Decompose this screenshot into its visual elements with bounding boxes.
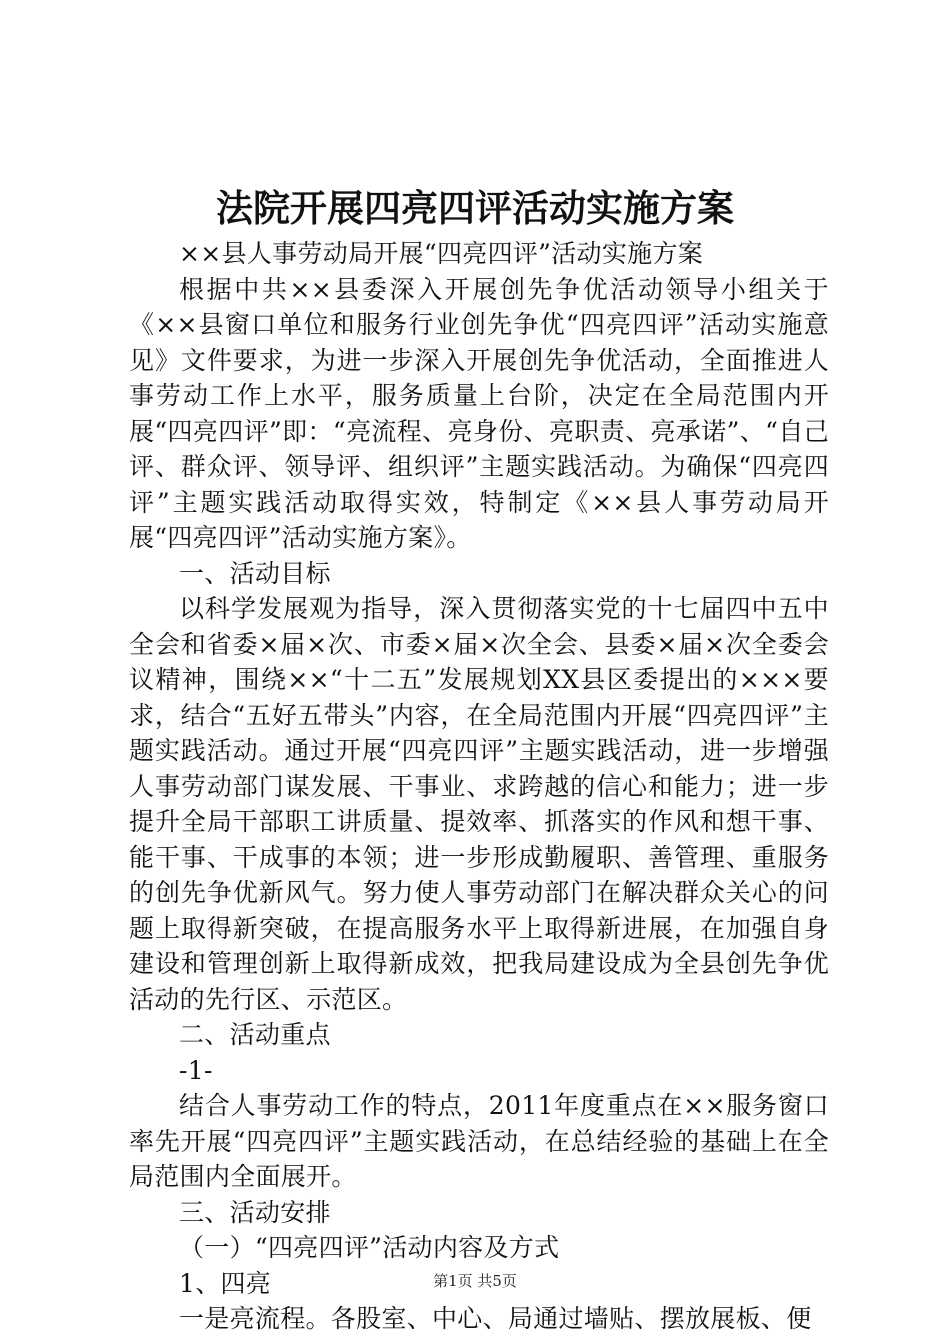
page-footer: 第1页 共5页 bbox=[433, 1272, 517, 1290]
section-heading-focus: 二、活动重点 bbox=[179, 1020, 331, 1049]
section-heading-goals: 一、活动目标 bbox=[179, 558, 331, 588]
focus-paragraph: 结合人事劳动工作的特点，2011年度重点在××服务窗口率先开展“四亮四评”主题实践活动，在总结经验的基础上在全局范围内全面展开。 bbox=[129, 1091, 829, 1191]
subtitle-paragraph: ××县人事劳动局开展“四亮四评”活动实施方案 bbox=[179, 239, 704, 268]
section-heading-arrangement: 三、活动安排 bbox=[179, 1197, 331, 1227]
item-paragraph-process: 一是亮流程。各股室、中心、局通过墙贴、摆放展板、便 bbox=[179, 1304, 812, 1333]
intro-paragraph: 根据中共××县委深入开展创先争优活动领导小组关于《××县窗口单位和服务行业创先争优“四亮四评”活动实施意见》文件要求，为进一步深入开展创先争优活动，全面推进人事劳动工作上水平，服务质量上台阶，决定在全局范围内开展“四亮四评”即：“亮流程、亮身份、亮职责、亮承诺”、“自己评、群众评、领导评、组织评”主题实践活动。为确保“四亮四评”主题实践活动取得实效，特制定《××县人事劳动局开展“四亮四评”活动实施方案》。 bbox=[129, 274, 829, 552]
inline-page-number: -1- bbox=[179, 1055, 213, 1085]
document-body bbox=[129, 236, 829, 1337]
item-heading-four-liang: 1、四亮 bbox=[179, 1268, 272, 1298]
document-title: 法院开展四亮四评活动实施方案 bbox=[216, 186, 734, 230]
goals-paragraph: 以科学发展观为指导，深入贯彻落实党的十七届四中五中全会和省委×届×次、市委×届×次全会、县委×届×次全委会议精神，围绕××“十二五”发展规划XX县区委提出的×××要求，结合“五好五带头”内容，在全局范围内开展“四亮四评”主题实践活动。通过开展“四亮四评”主题实践活动，进一步增强人事劳动部门谋发展、干事业、求跨越的信心和能力；进一步提升全局干部职工讲质量、提效率、抓落实的作风和想干事、能干事、干成事的本领；进一步形成勤履职、善管理、重服务的创先争优新风气。努力使人事劳动部门在解决群众关心的问题上取得新突破，在提高服务水平上取得新进展，在加强自身建设和管理创新上取得新成效，把我局建设成为全县创先争优活动的先行区、示范区。 bbox=[129, 594, 829, 1014]
subsection-heading-content: （一）“四亮四评”活动内容及方式 bbox=[179, 1233, 560, 1262]
